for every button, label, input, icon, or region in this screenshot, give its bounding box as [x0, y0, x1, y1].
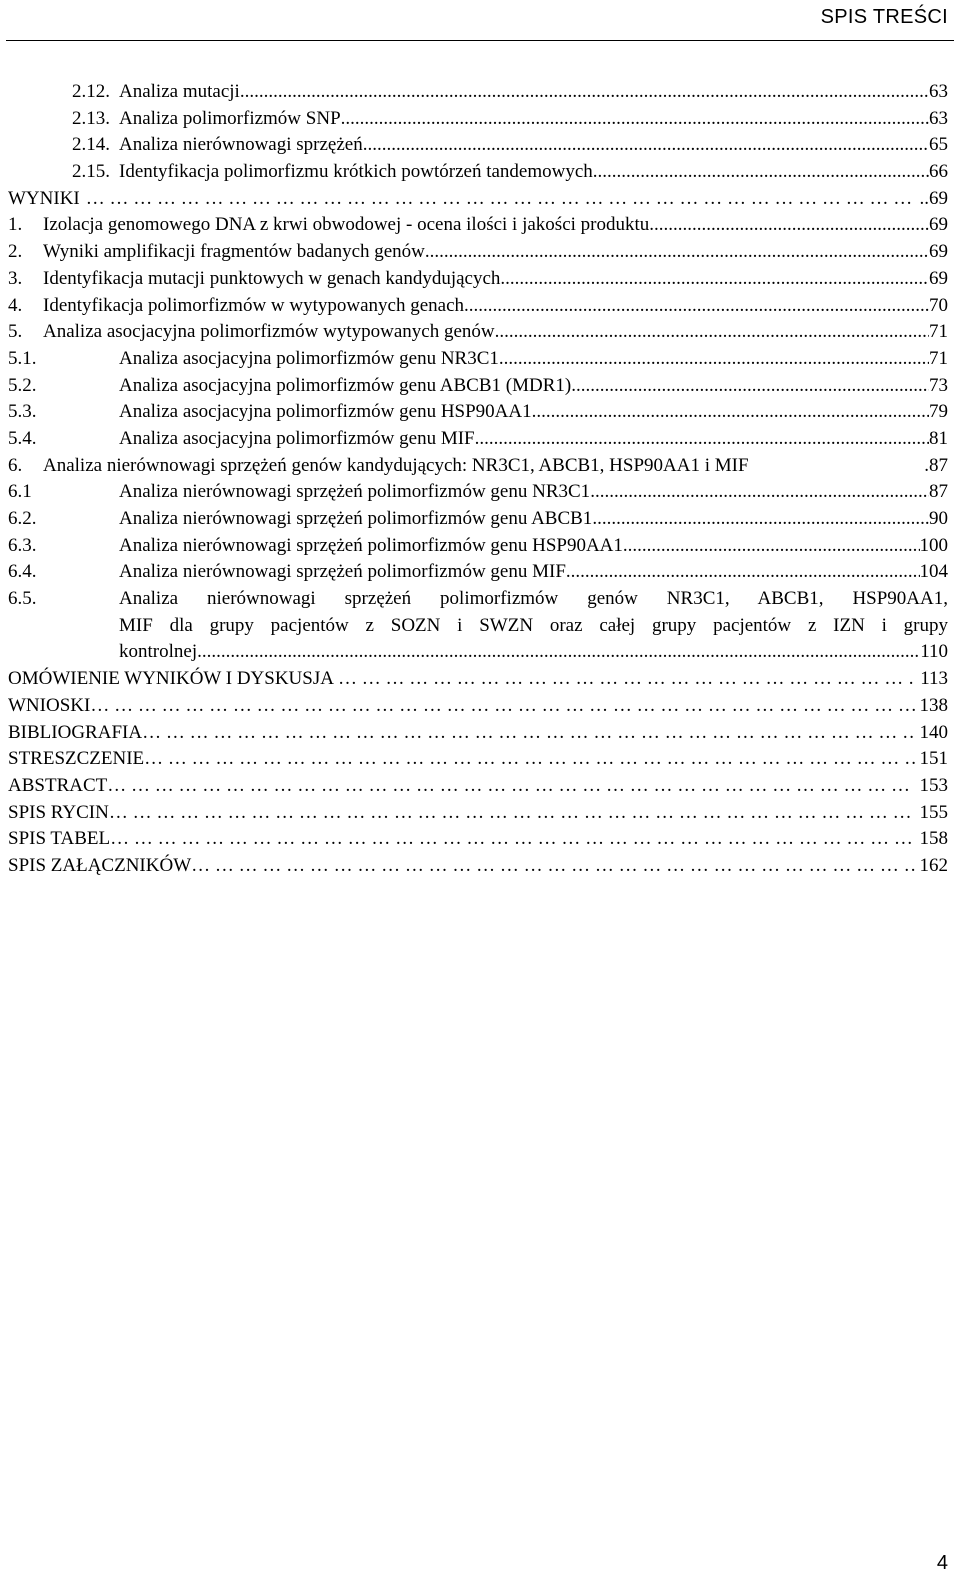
toc-leader	[499, 346, 929, 373]
toc-leader	[144, 746, 915, 773]
toc-leader	[107, 773, 915, 800]
toc-page: 71	[929, 321, 948, 343]
toc-entry[interactable]	[8, 212, 948, 239]
toc-leader	[649, 212, 929, 239]
toc-page: 113	[920, 668, 948, 690]
toc-page: 73	[929, 374, 948, 396]
toc-number: 3.	[8, 267, 23, 289]
toc-title: Wyniki amplifikacji fragmentów badanych genów	[43, 241, 425, 263]
toc-number: 6.1	[8, 481, 32, 503]
toc-leader	[475, 426, 929, 453]
toc-number: 6.	[8, 454, 23, 476]
toc-entry[interactable]	[8, 293, 948, 320]
toc-page: 69	[929, 267, 948, 289]
toc-page: 69	[929, 241, 948, 263]
toc-page: 162	[919, 854, 948, 876]
toc-page: 140	[919, 721, 948, 743]
toc-title: Analiza asocjacyjna polimorfizmów genu HSP90AA1	[119, 401, 532, 423]
toc-title: Identyfikacja mutacji punktowych w genach kandydujących	[43, 267, 501, 289]
toc-number: 1.	[8, 214, 23, 236]
toc-title: Analiza asocjacyjna polimorfizmów genu ABCB1 (MDR1)	[119, 374, 572, 396]
toc-entry[interactable]	[8, 266, 948, 293]
toc-title: SPIS RYCIN	[8, 801, 109, 823]
toc-leader	[566, 559, 920, 586]
toc-title-line-1: Analiza nierównowagi sprzężeń polimorfizmów genów NR3C1, ABCB1, HSP90AA1,	[119, 588, 948, 610]
toc-entry[interactable]	[8, 559, 948, 586]
toc-title: Analiza nierównowagi sprzężeń polimorfizmów genu ABCB1	[119, 508, 593, 529]
toc-title: WYNIKI	[8, 187, 80, 209]
toc-entry[interactable]	[8, 533, 948, 560]
toc-page: 69	[929, 214, 948, 236]
toc-number: 5.4.	[8, 427, 37, 449]
toc-page: 63	[929, 107, 948, 129]
toc-entry[interactable]	[8, 693, 948, 720]
toc-page: 87	[929, 481, 948, 503]
toc-leader	[571, 373, 929, 400]
toc-title: Analiza nierównowagi sprzężeń polimorfizmów genu MIF	[119, 561, 566, 583]
toc-leader	[363, 132, 929, 159]
toc-page: 153	[919, 774, 948, 796]
toc-page: 71	[929, 347, 948, 369]
toc-page: 65	[929, 134, 948, 156]
toc-title-line-2: MIF dla grupy pacjentów z SOZN i SWZN oraz całej grupy pacjentów z IZN i grupy	[119, 614, 948, 636]
toc-entry[interactable]	[8, 746, 948, 773]
toc-page: 151	[919, 748, 948, 770]
toc-entry[interactable]	[8, 132, 948, 159]
toc-title: STRESZCZENIE	[8, 748, 145, 770]
toc-title: Izolacja genomowego DNA z krwi obwodowej - ocena ilości i jakości produktu	[43, 214, 650, 236]
toc-entry[interactable]	[8, 666, 948, 693]
toc-page: 81	[929, 427, 948, 449]
toc-entry[interactable]	[8, 106, 948, 133]
header-rule	[6, 40, 954, 41]
toc-entry[interactable]	[8, 319, 948, 346]
toc-leader	[341, 106, 929, 133]
header-title: SPIS TREŚCI	[820, 6, 948, 28]
toc-page: 155	[919, 801, 948, 823]
toc-entry[interactable]	[8, 479, 948, 506]
toc-page: 90	[929, 508, 948, 529]
toc-leader	[623, 533, 920, 560]
toc-page: ..69	[919, 187, 948, 209]
toc-title: Analiza asocjacyjna polimorfizmów genu MIF	[119, 427, 475, 449]
toc-number: 6.2.	[8, 508, 37, 529]
toc-title: BIBLIOGRAFIA	[8, 721, 143, 743]
toc-leader	[592, 506, 929, 533]
toc-entry[interactable]	[8, 79, 948, 106]
toc-title: Analiza nierównowagi sprzężeń	[119, 134, 363, 156]
toc-entry[interactable]	[8, 853, 948, 880]
toc-title-line-3: kontrolnej	[119, 641, 198, 663]
toc-number: 2.15.	[72, 161, 110, 183]
toc-page: .87	[924, 454, 948, 476]
toc-leader	[495, 319, 929, 346]
toc-number: 6.4.	[8, 561, 37, 583]
toc-entry[interactable]	[8, 826, 948, 853]
toc-title: Analiza asocjacyjna polimorfizmów wytypowanych genów	[43, 321, 495, 343]
toc-title: Identyfikacja polimorfizmów w wytypowanych genach	[43, 294, 465, 316]
toc-page: 70	[929, 294, 948, 316]
toc-page: 138	[919, 694, 948, 716]
toc-title: Identyfikacja polimorfizmu krótkich powtórzeń tandemowych	[119, 161, 593, 183]
toc-leader	[500, 266, 929, 293]
toc-page: 158	[919, 828, 948, 850]
toc-leader	[110, 826, 915, 853]
toc-entry[interactable]	[8, 346, 948, 373]
page-number: 4	[936, 1552, 948, 1574]
toc-number: 6.3.	[8, 534, 37, 556]
toc-page: 63	[929, 81, 948, 102]
toc-leader	[109, 800, 916, 827]
toc-leader	[142, 720, 915, 747]
toc-entry[interactable]	[8, 373, 948, 400]
toc-entry[interactable]	[8, 159, 948, 186]
toc-title: WNIOSKI	[8, 694, 91, 716]
toc-number: 2.13.	[72, 107, 110, 129]
toc-entry[interactable]	[8, 773, 948, 800]
toc-number: 5.2.	[8, 374, 37, 396]
toc-title: Analiza nierównowagi sprzężeń polimorfizmów genu HSP90AA1	[119, 534, 623, 556]
toc-leader	[80, 186, 916, 213]
toc-leader	[532, 399, 929, 426]
toc-number: 5.3.	[8, 401, 37, 423]
toc-leader	[590, 479, 929, 506]
toc-title: SPIS ZAŁĄCZNIKÓW	[8, 854, 192, 876]
toc-title: SPIS TABEL	[8, 828, 111, 850]
toc-entry[interactable]	[8, 399, 948, 426]
toc-number: 2.12.	[72, 81, 110, 102]
toc-title: Analiza nierównowagi sprzężeń genów kandydujących: NR3C1, ABCB1, HSP90AA1 i MIF	[43, 454, 749, 476]
toc-title: Analiza asocjacyjna polimorfizmów genu NR3C1	[119, 347, 499, 369]
toc-number: 2.14.	[72, 134, 110, 156]
toc-number: 4.	[8, 294, 23, 316]
toc-title: Analiza nierównowagi sprzężeń polimorfizmów genu NR3C1	[119, 481, 591, 503]
toc-leader	[197, 639, 920, 666]
toc-title: OMÓWIENIE WYNIKÓW I DYSKUSJA	[8, 668, 334, 690]
toc-leader	[334, 666, 916, 693]
toc-number: 5.1.	[8, 347, 37, 369]
table-of-contents	[8, 79, 948, 880]
toc-leader	[90, 693, 915, 720]
toc-leader	[191, 853, 915, 880]
toc-entry[interactable]	[8, 186, 948, 213]
toc-title: Analiza mutacji	[119, 81, 240, 102]
toc-number: 6.5.	[8, 588, 37, 610]
toc-entry[interactable]	[8, 800, 948, 827]
toc-leader	[593, 159, 929, 186]
toc-page: 104	[919, 561, 948, 583]
toc-leader	[425, 239, 929, 266]
toc-page: 100	[919, 534, 948, 556]
toc-number: 2.	[8, 241, 23, 263]
toc-entry[interactable]	[8, 453, 948, 480]
toc-entry[interactable]	[8, 506, 948, 533]
toc-page: 110	[920, 641, 948, 663]
toc-title: Analiza polimorfizmów SNP	[119, 107, 341, 129]
toc-page: 66	[929, 161, 948, 183]
toc-entry[interactable]	[8, 239, 948, 266]
toc-number: 5.	[8, 321, 23, 343]
toc-entry-multiline[interactable]	[8, 586, 948, 666]
toc-title: ABSTRACT	[8, 774, 108, 796]
toc-page: 79	[929, 401, 948, 423]
toc-entry[interactable]	[8, 426, 948, 453]
toc-leader	[464, 293, 929, 320]
toc-entry[interactable]	[8, 720, 948, 747]
toc-leader	[240, 79, 929, 106]
